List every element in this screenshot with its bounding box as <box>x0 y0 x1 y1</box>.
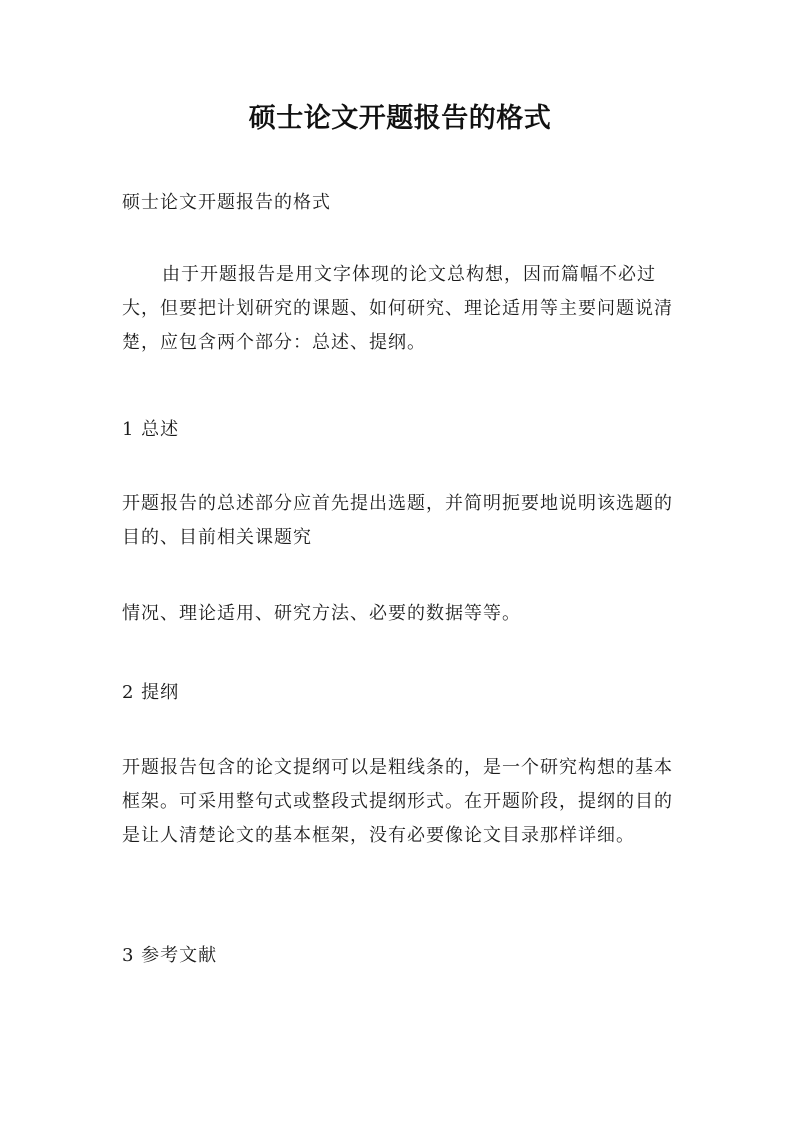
intro-paragraph: 由于开题报告是用文字体现的论文总构想，因而篇幅不必过大，但要把计划研究的课题、如何研究、理论适用等主要问题说清楚，应包含两个部分：总述、提纲。 <box>122 264 673 353</box>
section-heading-overview: 1 总述 <box>122 419 180 440</box>
overview-paragraph: 开题报告的总述部分应首先提出选题，并简明扼要地说明该选题的目的、目前相关课题究 <box>122 493 673 548</box>
overview-paragraph-continued: 情况、理论适用、研究方法、必要的数据等等。 <box>122 603 521 624</box>
outline-paragraph: 开题报告包含的论文提纲可以是粗线条的，是一个研究构想的基本框架。可采用整句式或整段式提纲形式。在开题阶段，提纲的目的是让人清楚论文的基本框架，没有必要像论文目录那样详细。 <box>122 757 673 846</box>
section-heading-references: 3 参考文献 <box>122 945 218 966</box>
section-heading-outline: 2 提纲 <box>122 682 180 703</box>
document-title: 硕士论文开题报告的格式 <box>248 103 552 134</box>
document-subtitle: 硕士论文开题报告的格式 <box>122 192 331 213</box>
